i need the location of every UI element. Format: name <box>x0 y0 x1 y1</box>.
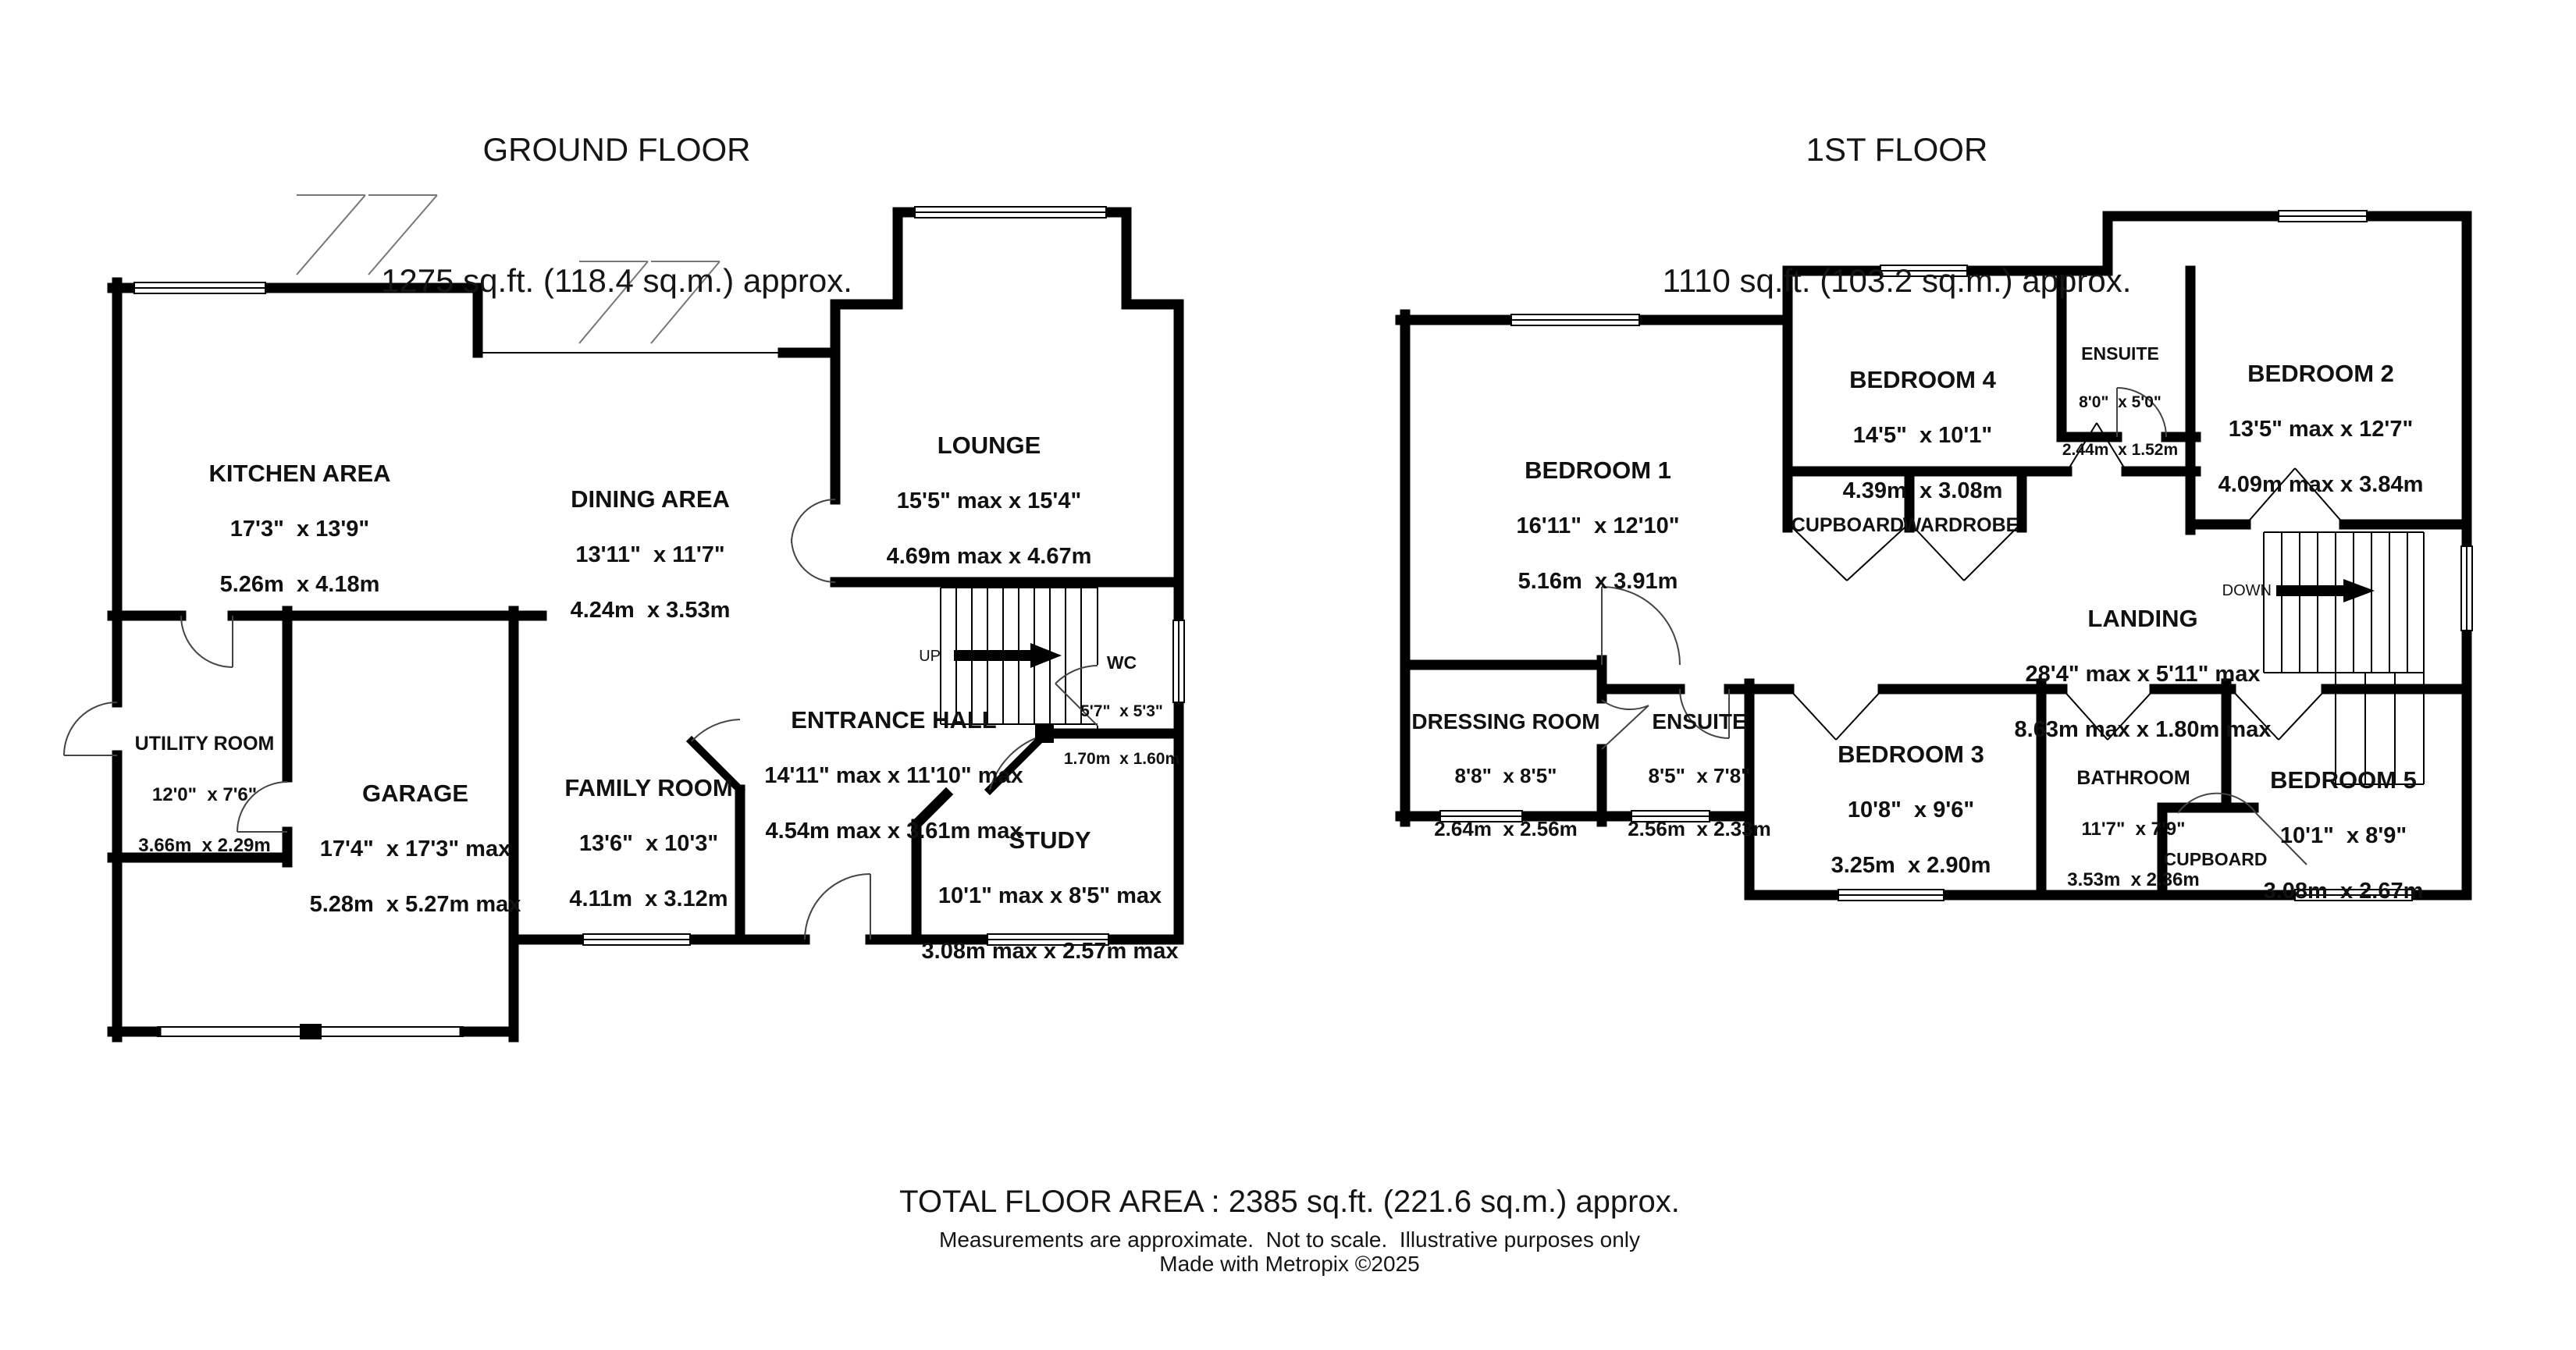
room-dim-metric: 4.11m x 3.12m <box>569 886 728 911</box>
room-dim-imperial: 10'1" x 8'9" <box>2279 823 2407 848</box>
room-dim-imperial: 13'6" x 10'3" <box>578 831 719 856</box>
room-dim-imperial: 16'11" x 12'10" <box>1516 513 1680 538</box>
room-label-wc <box>1064 624 1179 783</box>
room-label-dining <box>571 457 731 638</box>
disclaimer-text: Measurements are approximate. Not to scale. Illustrative purposes only <box>939 1227 1640 1252</box>
room-label-lounge <box>887 403 1092 584</box>
room-name: CUPBOARD <box>1791 514 1905 536</box>
room-dim-imperial: 11'7" x 7'9" <box>2081 819 2186 840</box>
first-down-arrow-icon <box>2276 579 2375 602</box>
room-name: WARDROBE <box>1902 514 2019 536</box>
room-name: BEDROOM 5 <box>2270 766 2417 794</box>
ground-up-arrow-icon <box>954 643 1062 668</box>
room-dim-imperial: 14'11" max x 11'10" max <box>764 763 1023 788</box>
room-name: KITCHEN AREA <box>208 460 391 487</box>
room-dim-metric: 3.66m x 2.29m <box>138 835 271 856</box>
room-name: DRESSING ROOM <box>1411 709 1600 734</box>
room-name: CUPBOARD <box>2163 849 2268 869</box>
room-label-family <box>564 745 732 927</box>
room-label-cupboard-small <box>2164 821 2268 884</box>
room-name: LOUNGE <box>937 432 1041 459</box>
room-dim-metric: 4.09m max x 3.84m <box>2218 472 2424 497</box>
room-name: BATHROOM <box>2076 767 2190 789</box>
room-name: GARAGE <box>361 780 469 807</box>
room-label-utility <box>135 704 275 871</box>
room-label-ensuite-lower <box>1628 680 1771 855</box>
room-name: BEDROOM 1 <box>1525 457 1671 484</box>
room-name: BEDROOM 4 <box>1849 366 1996 393</box>
room-label-dressing <box>1411 680 1599 855</box>
room-dim-imperial: 14'5" x 10'1" <box>1852 423 1993 448</box>
room-name: ENSUITE <box>2081 343 2159 364</box>
room-dim-metric: 5.16m x 3.91m <box>1517 569 1678 594</box>
room-name: ENSUITE <box>1652 709 1747 734</box>
room-name: BEDROOM 3 <box>1838 741 1984 768</box>
room-name: LANDING <box>2087 605 2198 632</box>
stair-newel-post <box>1035 724 1054 743</box>
room-name: WC <box>1106 652 1137 673</box>
room-label-study <box>922 798 1179 979</box>
room-label-garage <box>310 751 521 933</box>
room-label-landing <box>2015 576 2272 758</box>
room-dim-imperial: 13'5" max x 12'7" <box>2228 417 2414 442</box>
room-name: ENTRANCE HALL <box>791 706 997 734</box>
first-floor-title: 1ST FLOOR <box>1806 131 1988 168</box>
garage-door-post <box>300 1024 322 1039</box>
room-label-bedroom2 <box>2218 331 2424 513</box>
room-dim-metric: 3.08m x 2.67m <box>2263 879 2424 904</box>
room-dim-imperial: 17'4" x 17'3" max <box>319 837 511 862</box>
room-label-kitchen <box>208 431 390 613</box>
stairs-down-label: DOWN <box>2222 582 2272 599</box>
total-floor-area: TOTAL FLOOR AREA : 2385 sq.ft. (221.6 sq.m.) approx. <box>899 1185 1680 1219</box>
stairs-up-label: UP <box>919 648 941 665</box>
room-dim-imperial: 8'0" x 5'0" <box>2079 393 2161 411</box>
room-label-bedroom5 <box>2264 737 2424 919</box>
room-dim-metric: 1.70m x 1.60m <box>1063 750 1180 768</box>
room-dim-imperial: 28'4" max x 5'11" max <box>2025 662 2261 687</box>
room-dim-metric: 3.08m max x 2.57m max <box>921 939 1179 964</box>
room-label-bedroom3 <box>1831 712 1991 893</box>
room-name: FAMILY ROOM <box>564 774 733 801</box>
room-dim-imperial: 10'8" x 9'6" <box>1847 798 1975 822</box>
room-dim-imperial: 8'5" x 7'8" <box>1648 764 1751 787</box>
room-dim-metric: 4.69m max x 4.67m <box>886 544 1092 569</box>
room-dim-metric: 2.64m x 2.56m <box>1434 817 1578 840</box>
room-label-ensuite-top <box>2062 315 2178 474</box>
room-dim-imperial: 5'7" x 5'3" <box>1080 702 1163 720</box>
room-name: DINING AREA <box>571 485 730 513</box>
room-dim-metric: 5.26m x 4.18m <box>219 572 380 597</box>
credit-text: Made with Metropix ©2025 <box>1159 1252 1420 1276</box>
room-dim-metric: 3.25m x 2.90m <box>1831 853 1991 878</box>
ground-floor-title: GROUND FLOOR <box>482 131 751 168</box>
room-dim-metric: 4.39m x 3.08m <box>1842 478 2003 503</box>
room-dim-imperial: 17'3" x 13'9" <box>229 517 370 542</box>
room-name: STUDY <box>1009 826 1091 854</box>
room-dim-metric: 2.44m x 1.52m <box>2062 441 2179 459</box>
room-name: UTILITY ROOM <box>134 733 275 755</box>
first-floor-subtitle: 1110 sq.ft. (103.2 sq.m.) approx. <box>1662 262 2132 299</box>
room-dim-imperial: 13'11" x 11'7" <box>575 542 725 567</box>
room-dim-metric: 2.56m x 2.33m <box>1628 817 1771 840</box>
first-floor-title-block <box>1663 41 2132 346</box>
room-dim-imperial: 10'1" max x 8'5" max <box>938 883 1162 908</box>
room-dim-imperial: 12'0" x 7'6" <box>151 784 258 805</box>
room-label-cupboard <box>1791 485 1904 551</box>
room-dim-metric: 5.28m x 5.27m max <box>309 892 521 917</box>
room-label-wardrobe <box>1903 485 2019 551</box>
room-dim-imperial: 15'5" max x 15'4" <box>896 488 1082 513</box>
ground-floor-subtitle: 1275 sq.ft. (118.4 sq.m.) approx. <box>381 262 852 299</box>
room-dim-metric: 4.54m max x 3.61m max <box>765 819 1023 844</box>
room-dim-metric: 4.24m x 3.53m <box>570 598 731 623</box>
ground-floor-title-block <box>381 41 852 346</box>
room-dim-imperial: 8'8" x 8'5" <box>1454 764 1557 787</box>
room-label-bedroom1 <box>1516 428 1679 609</box>
room-dim-metric: 8.63m max x 1.80m max <box>2014 717 2272 742</box>
room-name: BEDROOM 2 <box>2247 360 2394 387</box>
room-dim-metric: 3.53m x 2.36m <box>2067 869 2200 890</box>
